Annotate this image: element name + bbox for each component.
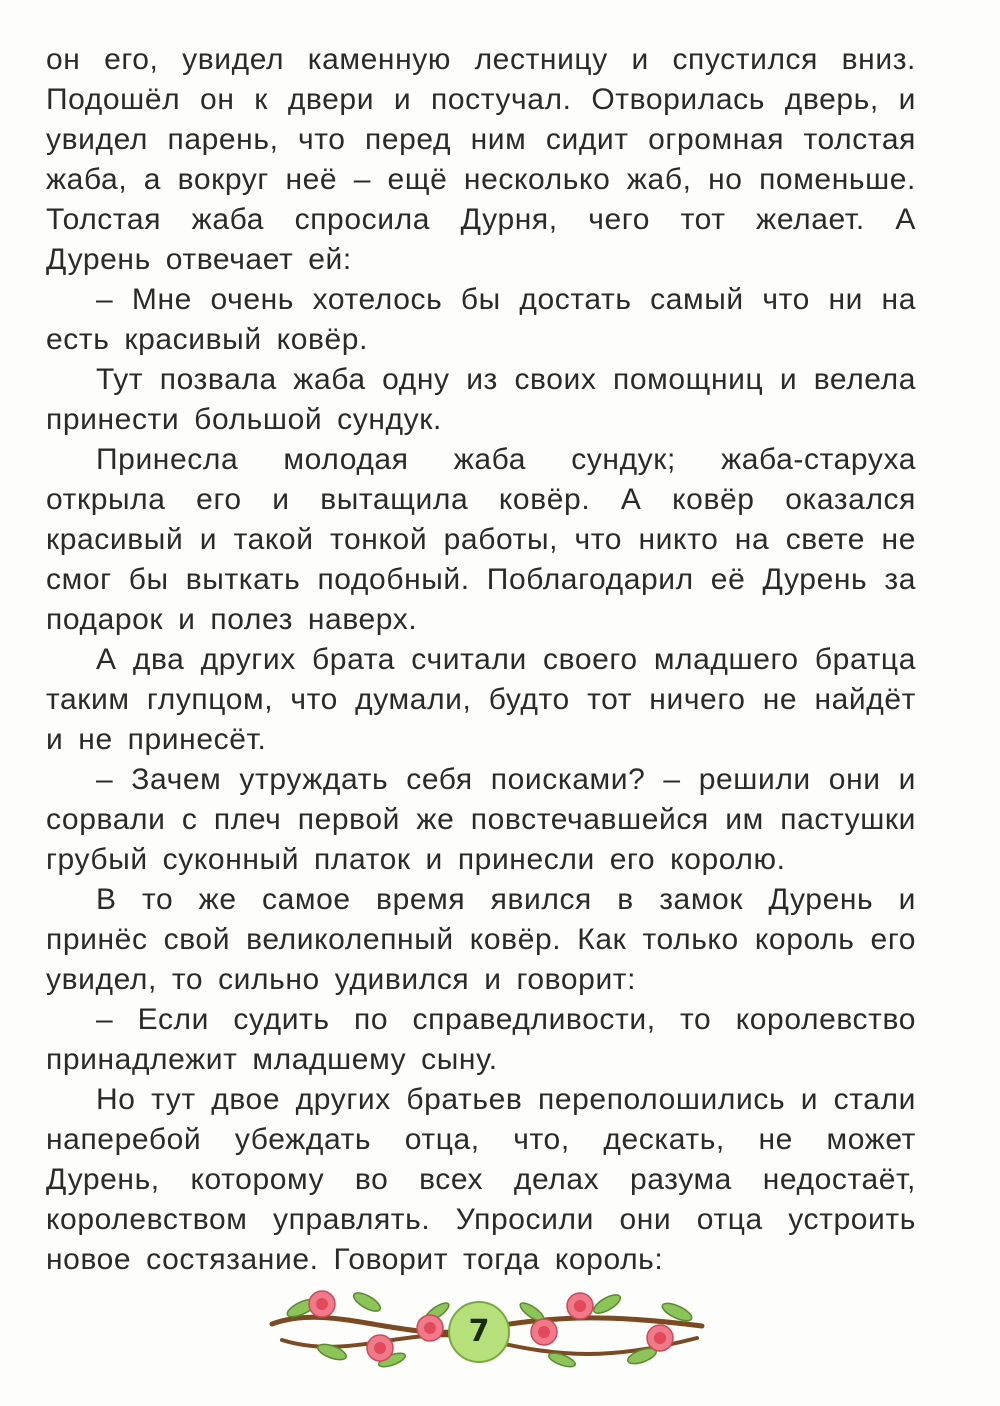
paragraph: В то же самое время явился в замок Дурень и принёс свой великолепный ковёр. Как только король его увидел, то сильно удивился и говорит: xyxy=(46,883,916,996)
leaf xyxy=(591,1291,623,1316)
paragraph: – Если судить по справедливости, то королевство принадлежит младшему сыну. xyxy=(46,1003,916,1076)
paragraph: Принесла молодая жаба сундук; жаба-старуха открыла его и вытащила ковёр. А ковёр оказался красивый и такой тонкой работы, что никто на свете не смог бы выткать подобный. Поблагодарил её Дурень за подарок и полез наверх. xyxy=(46,443,916,636)
flower xyxy=(367,1335,393,1361)
paragraph: А два других брата считали своего младшего братца таким глупцом, что думали, будто тот ничего не найдёт и не принесёт. xyxy=(46,643,916,756)
paragraph: – Мне очень хотелось бы достать самый что ни на есть красивый ковёр. xyxy=(46,283,916,356)
paragraph: Но тут двое других братьев переполошились и стали наперебой убеждать отца, что, дескать, не может Дурень, которому во всех делах разума недостаёт, королевством управлять. Упросили они отца устроить новое состязание. Говорит тогда король: xyxy=(46,1083,916,1276)
flower xyxy=(567,1293,593,1319)
flower xyxy=(417,1315,443,1341)
paragraph: – Зачем утруждать себя поисками? – решили они и сорвали с плеч первой же повстечавшейся им пастушки грубый суконный платок и принесли его королю. xyxy=(46,763,916,876)
flower xyxy=(647,1325,673,1351)
paragraph: он его, увидел каменную лестницу и спустился вниз. Подошёл он к двери и постучал. Отворилась дверь, и увидел парень, что перед ним сидит огромная толстая жаба, а вокруг неё – ещё несколько жаб, но поменьше. Толстая жаба спросила Дурня, чего тот желает. А Дурень отвечает ей: xyxy=(46,43,916,276)
page-number: 7 xyxy=(468,1314,490,1349)
flower xyxy=(531,1319,557,1345)
leaf xyxy=(351,1289,383,1314)
flower xyxy=(309,1291,335,1317)
paragraph: Тут позвала жаба одну из своих помощниц и велела принести большой сундук. xyxy=(46,363,916,436)
page-text xyxy=(46,40,916,1280)
